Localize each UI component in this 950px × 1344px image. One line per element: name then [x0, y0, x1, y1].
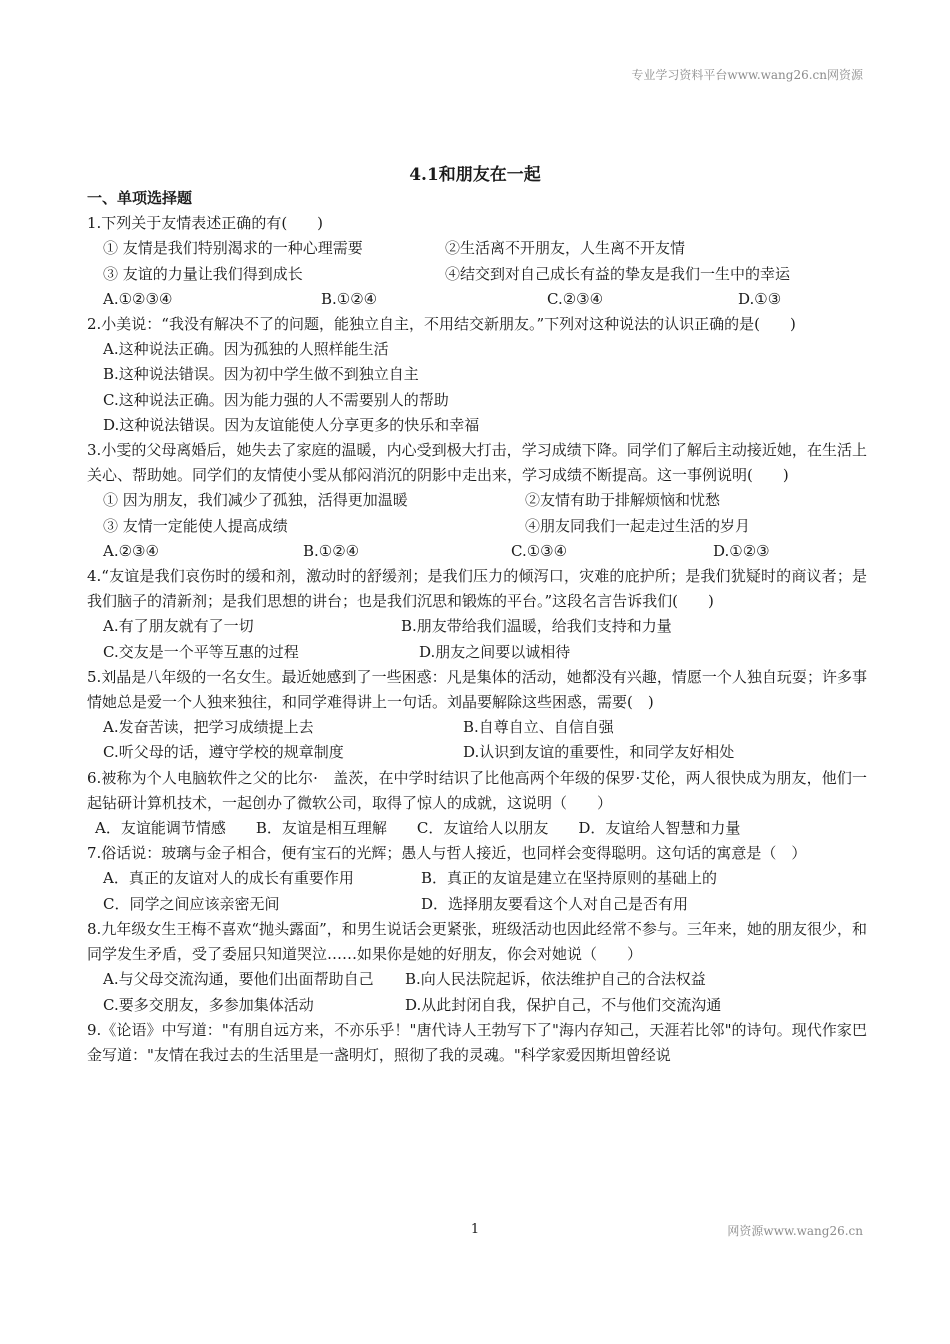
page-title: 4.1和朋友在一起: [409, 165, 541, 185]
section-heading: 一、单项选择题: [87, 189, 193, 207]
statement-2: ②生活离不开朋友，人生离不开友情: [445, 239, 686, 258]
option-b: B.朋友带给我们温暖，给我们支持和力量: [401, 617, 672, 636]
option-d: D.从此封闭自我，保护自己，不与他们交流沟通: [405, 995, 722, 1014]
option-a: A.①②③④: [103, 289, 173, 308]
question-4-options-row-2: [87, 640, 867, 665]
option-c: C.这种说法正确。因为能力强的人不需要别人的帮助: [103, 390, 449, 409]
question-8-stem: 8.九年级女生王梅不喜欢“抛头露面”，和男生说话会更紧张，班级活动也因此经常不参与。三年来，她的朋友很少，和同学发生矛盾，受了委屈只知道哭泣……如果你是她的好朋友，你会对她说（ ）: [87, 919, 867, 964]
statement-3: ③ 友谊的力量让我们得到成长: [103, 264, 303, 283]
statement-4: ④结交到对自己成长有益的挚友是我们一生中的幸运: [445, 264, 791, 283]
header-watermark: 专业学习资料平台www.wang26.cn网资源: [631, 68, 863, 82]
question-1-options: [87, 287, 867, 312]
option-a: A．真正的友谊对人的成长有重要作用: [103, 869, 354, 888]
option-d: D.①③: [738, 289, 782, 308]
option-b: B．真正的友谊是建立在坚持原则的基础上的: [421, 869, 718, 888]
question-2-stem: 2.小美说：“我没有解决不了的问题，能独立自主，不用结交新朋友。”下列对这种说法的认识正确的是( ): [87, 315, 796, 334]
footer-brand: 网资源www.wang26.cn: [727, 1224, 863, 1238]
option-b: B.①②④: [321, 289, 378, 308]
option-a: A.②③④: [103, 541, 159, 560]
option-a: A.与父母交流沟通，要他们出面帮助自己: [103, 970, 374, 989]
option-d: D.朋友之间要以诚相待: [419, 642, 571, 661]
option-d: D.认识到友谊的重要性，和同学友好相处: [463, 743, 735, 762]
option-a: A.有了朋友就有了一切: [103, 617, 254, 636]
option-b: B.这种说法错误。因为初中学生做不到独立自主: [103, 365, 419, 384]
option-a: A.发奋苦读，把学习成绩提上去: [103, 718, 314, 737]
page-number: 1: [470, 1222, 480, 1237]
question-9-stem: 9.《论语》中写道："有朋自远方来，不亦乐乎！"唐代诗人王勃写下了"海内存知己，天涯若比邻"的诗句。现代作家巴金写道："友情在我过去的生活里是一盏明灯，照彻了我的灵魂。"科学家爱因斯坦曾经说: [87, 1020, 867, 1064]
option-c: C.听父母的话，遵守学校的规章制度: [103, 743, 344, 762]
question-4-stem: 4.“友谊是我们哀伤时的缓和剂，激动时的舒缓剂；是我们压力的倾泻口，灾难的庇护所；是我们犹疑时的商议者；是我们脑子的清新剂；是我们思想的讲台；也是我们沉思和锻炼的平台。”这段名言告诉我们( ): [87, 567, 867, 611]
question-7-options-row-2: [87, 892, 867, 917]
option-c: C.交友是一个平等互惠的过程: [103, 642, 299, 661]
option-b: B.①②④: [303, 541, 360, 560]
document-body: [87, 186, 867, 1068]
option-d: D．选择朋友要看这个人对自己是否有用: [421, 894, 689, 913]
question-7-stem: 7.俗话说：玻璃与金子相合，便有宝石的光辉；愚人与哲人接近，也同样会变得聪明。这句话的寓意是（ ）: [87, 844, 807, 863]
option-c: C．同学之间应该亲密无间: [103, 894, 280, 913]
question-5-stem: 5.刘晶是八年级的一名女生。最近她感到了一些困惑：凡是集体的活动，她都没有兴趣，情愿一个人独自玩耍；许多事情她总是爱一个人独来独往，和同学难得讲上一句话。刘晶要解除这些困惑，需要( ): [87, 667, 867, 712]
statement-3: ③ 友情一定能使人提高成绩: [103, 516, 288, 535]
question-1-statements-row-1: [87, 236, 867, 261]
statement-1: ① 因为朋友，我们减少了孤独，活得更加温暖: [103, 491, 408, 510]
statement-2: ②友情有助于排解烦恼和忧愁: [525, 491, 721, 510]
question-6-options: A．友谊能调节情感 B．友谊是相互理解 C．友谊给人以朋友 D．友谊给人智慧和力量: [95, 819, 741, 838]
option-b: B.向人民法院起诉，依法维护自己的合法权益: [405, 970, 706, 989]
question-6-stem: 6.被称为个人电脑软件之父的比尔· 盖茨，在中学时结识了比他高两个年级的保罗·艾伦，两人很快成为朋友，他们一起钻研计算机技术，一起创办了微软公司，取得了惊人的成就，这说明（ ）: [87, 768, 867, 812]
option-c: C.②③④: [547, 289, 604, 308]
question-5-options-row-1: [87, 715, 867, 740]
question-3-statements-row-2: [87, 514, 867, 539]
question-3-stem: 3.小雯的父母离婚后，她失去了家庭的温暖，内心受到极大打击，学习成绩下降。同学们了解后主动接近她，在生活上关心、帮助她。同学们的友情使小雯从郁闷消沉的阴影中走出来，学习成绩不断提高。这一事例说明( ): [87, 441, 867, 485]
question-3-options: [87, 539, 867, 564]
question-1-statements-row-2: [87, 262, 867, 287]
question-5-options-row-2: [87, 740, 867, 765]
question-1-stem: 1.下列关于友情表述正确的有( ): [87, 214, 324, 233]
statement-4: ④朋友同我们一起走过生活的岁月: [525, 516, 751, 535]
option-d: D.这种说法错误。因为友谊能使人分享更多的快乐和幸福: [103, 415, 480, 434]
statement-1: ① 友情是我们特别渴求的一种心理需要: [103, 239, 363, 258]
option-d: D.①②③: [713, 541, 770, 560]
question-3-statements-row-1: [87, 488, 867, 513]
question-7-options-row-1: [87, 866, 867, 891]
option-b: B.自尊自立、自信自强: [463, 718, 614, 737]
question-8-options-row-2: [87, 993, 867, 1018]
option-c: C.要多交朋友，多参加集体活动: [103, 995, 314, 1014]
question-4-options-row-1: [87, 614, 867, 639]
option-c: C.①③④: [511, 541, 568, 560]
question-8-options-row-1: [87, 967, 867, 992]
option-a: A.这种说法正确。因为孤独的人照样能生活: [103, 340, 389, 359]
